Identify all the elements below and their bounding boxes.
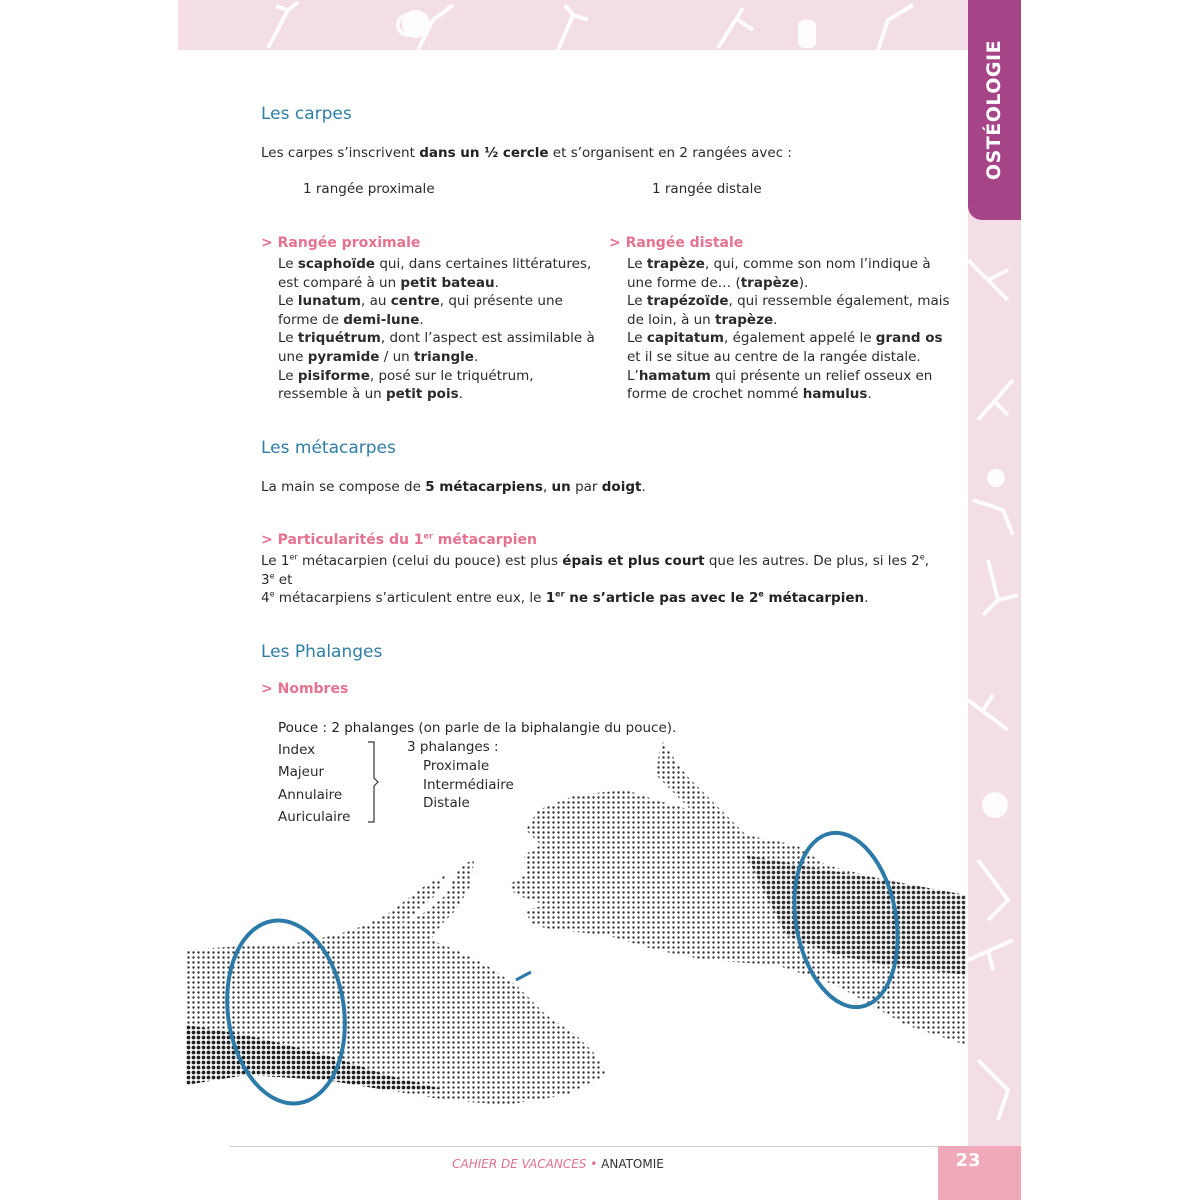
heading-carpes: Les carpes — [261, 104, 352, 124]
phalanx-item: Distale — [423, 795, 470, 812]
page-number: 23 — [955, 1150, 981, 1171]
skeleton-pattern-icon — [178, 0, 968, 50]
document-page — [178, 0, 1021, 1200]
carpes-intro: Les carpes s’inscrivent dans un ½ cercle et s’organisent en 2 rangées avec : — [261, 145, 792, 161]
proximal-list — [278, 255, 595, 404]
footer-divider — [230, 1146, 938, 1147]
list-line: Le capitatum, également appelé le grand os — [627, 330, 943, 347]
first-metacarpal-text: Le 1er métacarpien (celui du pouce) est plus épais et plus court que les autres. De plus, si les 2e, 3e et 4e métacarpiens s’articulent entre eux, le 1er ne s’article pas avec le 2e métacarpien. — [261, 552, 929, 607]
metacarpes-intro: La main se compose de 5 métacarpiens, un par doigt. — [261, 479, 646, 495]
row-proximal-label: 1 rangée proximale — [303, 181, 435, 197]
list-line: Le trapèze, qui, comme son nom l’indique à — [627, 256, 931, 272]
heading-metacarpes: Les métacarpes — [261, 438, 396, 458]
phalanx-item: Intermédiaire — [423, 776, 514, 793]
subheading-nombres: > Nombres — [261, 681, 349, 697]
section-tab-label: OSTÉOLOGIE — [983, 39, 1006, 181]
list-line: ressemble à un petit pois. — [278, 386, 463, 403]
hand-illustration-icon — [186, 735, 971, 1115]
list-line: une forme de… (trapèze). — [627, 274, 809, 291]
row-distal-label: 1 rangée distale — [652, 181, 762, 197]
list-line: Le triquétrum, dont l’aspect est assimilable à — [278, 330, 595, 347]
finger-item: Index — [278, 742, 316, 758]
finger-item: Annulaire — [278, 786, 343, 803]
subheading-distal: > Rangée distale — [609, 235, 744, 251]
finger-item: Auriculaire — [278, 809, 351, 826]
list-line: Le pisiforme, posé sur le triquétrum, — [278, 367, 534, 384]
three-phalanges-title: 3 phalanges : — [407, 739, 499, 755]
subheading-first-metacarpal: > Particularités du 1er métacarpien — [261, 531, 537, 548]
list-line: L’hamatum qui présente un relief osseux en — [627, 367, 933, 384]
list-line: forme de crochet nommé hamulus. — [627, 386, 872, 403]
list-line: de loin, à un trapèze. — [627, 311, 778, 328]
phalanx-item: Proximale — [423, 758, 490, 774]
list-line: Le scaphoïde qui, dans certaines littératures, — [278, 256, 592, 272]
list-line: Le lunatum, au centre, qui présente une — [278, 293, 563, 310]
pouce-line: Pouce : 2 phalanges (on parle de la biphalangie du pouce). — [278, 720, 677, 736]
list-line: est comparé à un petit bateau. — [278, 274, 499, 291]
subheading-proximal: > Rangée proximale — [261, 235, 421, 251]
list-line: Le trapézoïde, qui ressemble également, mais — [627, 293, 950, 310]
skeleton-pattern-band-top — [178, 0, 968, 50]
footer: CAHIER DE VACANCES • ANATOMIE — [452, 1157, 664, 1171]
list-line: forme de demi-lune. — [278, 311, 424, 328]
distal-list — [627, 255, 950, 404]
heading-phalanges: Les Phalanges — [261, 642, 383, 662]
list-line: et il se situe au centre de la rangée distale. — [627, 348, 921, 365]
finger-item: Majeur — [278, 764, 325, 781]
list-line: une pyramide / un triangle. — [278, 348, 479, 365]
